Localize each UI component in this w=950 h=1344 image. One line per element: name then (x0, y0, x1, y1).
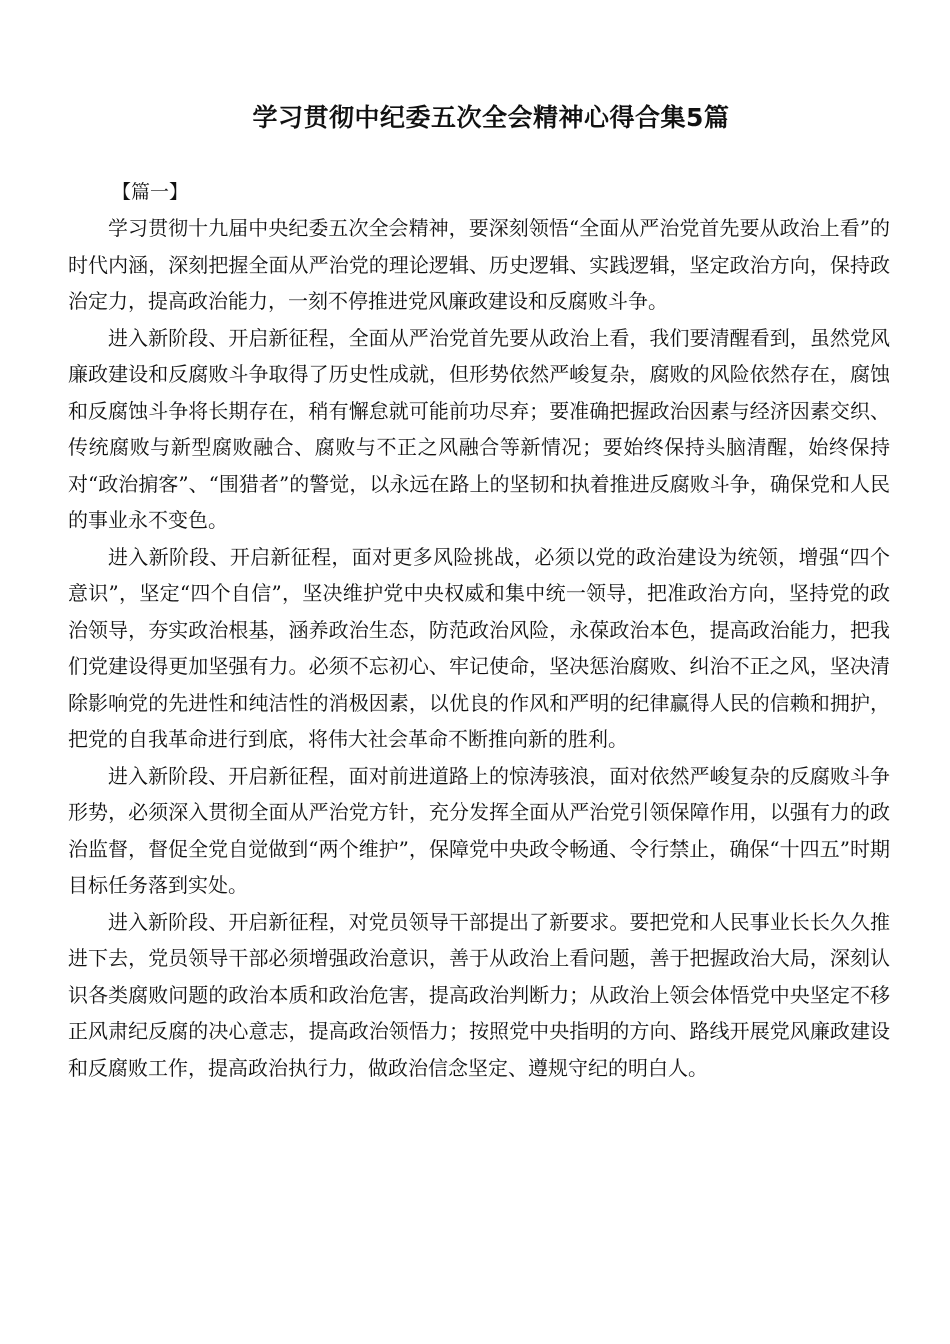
paragraph-1: 学习贯彻十九届中央纪委五次全会精神，要深刻领悟“全面从严治党首先要从政治上看”的时代内涵，深刻把握全面从严治党的理论逻辑、历史逻辑、实践逻辑，坚定政治方向，保持政治定力，提高政治能力，一刻不停推进党风廉政建设和反腐败斗争。 (68, 216, 890, 313)
paragraph-2: 进入新阶段、开启新征程，全面从严治党首先要从政治上看，我们要清醒看到，虽然党风廉政建设和反腐败斗争取得了历史性成就，但形势依然严峻复杂，腐败的风险依然存在，腐蚀和反腐蚀斗争将长期存在，稍有懈怠就可能前功尽弃；要准确把握政治因素与经济因素交织、传统腐败与新型腐败融合、腐败与不正之风融合等新情况；要始终保持头脑清醒，始终保持对“政治掮客”、“围猎者”的警觉，以永远在路上的坚韧和执着推进反腐败斗争，确保党和人民的事业永不变色。 (68, 325, 890, 532)
document-page (68, 92, 890, 1086)
paragraph-3: 进入新阶段、开启新征程，面对更多风险挑战，必须以党的政治建设为统领，增强“四个意识”，坚定“四个自信”，坚决维护党中央权威和集中统一领导，把准政治方向，坚持党的政治领导，夯实政治根基，涵养政治生态，防范政治风险，永葆政治本色，提高政治能力，把我们党建设得更加坚强有力。必须不忘初心、牢记使命，坚决惩治腐败、纠治不正之风，坚决清除影响党的先进性和纯洁性的消极因素，以优良的作风和严明的纪律赢得人民的信赖和拥护，把党的自我革命进行到底，将伟大社会革命不断推向新的胜利。 (68, 544, 890, 751)
document-title: 学习贯彻中纪委五次全会精神心得合集5篇 (252, 103, 730, 132)
section-label: 【篇一】 (112, 181, 189, 203)
paragraph-5: 进入新阶段、开启新征程，对党员领导干部提出了新要求。要把党和人民事业长长久久推进下去，党员领导干部必须增强政治意识，善于从政治上看问题，善于把握政治大局，深刻认识各类腐败问题的政治本质和政治危害，提高政治判断力；从政治上领会体悟党中央坚定不移正风肃纪反腐的决心意志，提高政治领悟力；按照党中央指明的方向、路线开展党风廉政建设和反腐败工作，提高政治执行力，做政治信念坚定、遵规守纪的明白人。 (68, 909, 890, 1080)
paragraph-4: 进入新阶段、开启新征程，面对前进道路上的惊涛骇浪，面对依然严峻复杂的反腐败斗争形势，必须深入贯彻全面从严治党方针，充分发挥全面从严治党引领保障作用，以强有力的政治监督，督促全党自觉做到“两个维护”，保障党中央政令畅通、令行禁止，确保“十四五”时期目标任务落到实处。 (68, 763, 890, 897)
